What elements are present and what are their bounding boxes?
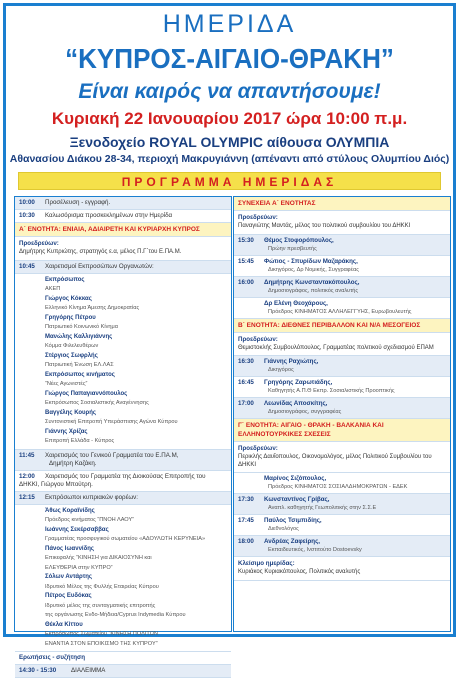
- chair-block: [234, 211, 450, 235]
- row-time: 12:00: [19, 472, 35, 480]
- row-text: Χαιρετισμός του Γραμματέα της Διοικούσας Επιτροπής του ΔΗΚΚΙ, Γιώργου Μπούτρη.: [19, 472, 206, 488]
- speaker-role: Αναπλ. καθηγητής Γεωπολιτικής στην Σ.Σ.Ε: [268, 505, 377, 511]
- list-item: Ελληνικό Κίνημα Άμεσης Δημοκρατίας: [45, 305, 140, 311]
- list-item: της οργάνωσης Ενδο-Μήδεια/Cyprus Indymedia Κύπρου: [45, 612, 186, 618]
- questions-row: [15, 652, 231, 665]
- chair-label: Προεδρεύων:: [238, 445, 278, 452]
- list-item: Ιδρυτικό μέλος της συνταγματικής επιτροπής: [45, 602, 156, 609]
- chair-block: [234, 442, 450, 473]
- speaker-name: Λεωνίδας Αποσκίτης,: [264, 400, 328, 407]
- list-item: Θέκλα Κίττου: [45, 621, 83, 628]
- list-item: Ιωάννης Σεκέρσαββας: [45, 526, 109, 533]
- row-time: 17:30: [238, 496, 254, 503]
- questions-text: Ερωτήσεις - συζήτηση: [19, 654, 86, 661]
- event-subtitle: “ΚΥΠΡΟΣ-ΑΙΓΑΙΟ-ΘΡΑΚΗ”: [65, 43, 394, 74]
- row-time: 16:30: [238, 358, 254, 365]
- speaker-role: Πρόεδρος ΚΙΝΗΜΑΤΟΣ ΑΛΛΗΛΕΓΓΥΗΣ, Ευρωβουλευτής: [268, 308, 412, 315]
- chair-name: Θεμιστοκλής Συμβουλόπουλος, Γραμματέας πολιτικού σχεδιασμού ΕΠΑΜ: [238, 344, 434, 351]
- list-item: Πατριωτικό Κοινωνικό Κίνημα: [45, 324, 118, 330]
- list-item: Πάνος Ιωαννίδης: [45, 545, 94, 552]
- program-row: [15, 197, 231, 210]
- speaker-role: Δικηγόρος, Δρ Νομικής, Συγγραφέας: [268, 266, 359, 273]
- row-time: 10:30: [19, 212, 35, 219]
- list-item: Μανώλης Καλλιγιάννης: [45, 333, 113, 340]
- speaker-name: Παύλος Τσιμπιδίης,: [264, 517, 322, 524]
- speaker-name: Δρ Ελένη Θεοχάρους,: [264, 299, 328, 307]
- program-left-column: [14, 196, 232, 674]
- event-address: Αθανασίου Διάκου 28-34, περιοχή Μακρυγιάννη (απέναντι από στύλους Ολυμπίου Διός): [9, 153, 450, 165]
- speaker-row: [234, 473, 450, 494]
- list-item: “Νέες Αγωνιστές”: [45, 381, 88, 387]
- row-text: ΔΙΑΛΕΙΜΜΑ: [71, 667, 106, 674]
- page-title: ΗΜΕΡΙΔΑ: [162, 10, 297, 38]
- speaker-name: Γιάννης Ραχιώτης,: [264, 358, 319, 365]
- section-heading: ΣΥΝΕΧΕΙΑ Α΄ ΕΝΟΤΗΤΑΣ: [234, 197, 450, 211]
- speaker-row: [234, 377, 450, 398]
- program-row: [15, 450, 231, 471]
- event-date: Κυριακή 22 Ιανουαρίου 2017 ώρα 10:00 π.μ.: [51, 109, 408, 128]
- event-venue: Ξενοδοχείο ROYAL OLYMPIC αίθουσα ΟΛΥΜΠΙΑ: [69, 134, 390, 150]
- program-row: [15, 261, 231, 274]
- list-item: Εκπρόσωπος Σωματείου “ΚΙΝΗΣΗ ΠΟΛΙΤΩΝ: [45, 631, 158, 637]
- program-row: [15, 210, 231, 223]
- list-item: Εκπρόσωπος Σοσιαλιστικής Αναγέννησης: [45, 400, 149, 406]
- program-row: [15, 471, 231, 492]
- list-item: Εκπρόσωπος κινήματος: [45, 371, 115, 378]
- speaker-row: [234, 277, 450, 298]
- closing-label: Κλείσιμο ημερίδας:: [238, 560, 295, 567]
- row-time: 11:45: [19, 451, 35, 459]
- row-time: 16:00: [238, 278, 254, 286]
- list-item: Γραμματέας προσφυγικού σωματείου «ΑΔΟΥΛΩΤΗ ΚΕΡΥΝΕΙΑ»: [45, 536, 206, 542]
- list-item: Γιάννης Χρίζας: [45, 428, 88, 435]
- speaker-row: [234, 298, 450, 319]
- closing-name: Κυριάκος Κυριακόπουλος, Πολιτικός αναλυτής: [238, 569, 361, 575]
- row-text: Προσέλευση - εγγραφή.: [45, 199, 111, 206]
- speaker-role: Καθηγητής Α.Π.Θ Εκπρ. Σοσιαλιστικής Προοπτικής: [268, 388, 395, 394]
- list-item: Εκπρόσωπος: [45, 276, 85, 283]
- speaker-name: Ανδρέας Ζαφείρης,: [264, 538, 321, 545]
- chair-label: Προεδρεύων:: [238, 335, 278, 343]
- list-item: Σόλων Αντάρτης: [45, 574, 93, 580]
- row-time: 10:45: [19, 262, 35, 270]
- speaker-row: [234, 494, 450, 515]
- speaker-row: [234, 398, 450, 419]
- row-time: 18:00: [238, 538, 254, 545]
- chair-block: [234, 333, 450, 357]
- list-item: Άθως Κοραϊνίδης: [45, 507, 95, 514]
- row-time: 14:30 - 15:30: [19, 667, 57, 674]
- speaker-role: Πρόεδρος ΚΙΝΗΜΑΤΟΣ ΣΟΣΙΑΛΔΗΜΟΚΡΑΤΩΝ - ΕΔΕΚ: [268, 484, 408, 490]
- row-time: 16:45: [238, 379, 254, 386]
- program-right-column: [233, 196, 451, 632]
- list-item: ΕΝΑΝΤΙΑ ΣΤΟΝ ΕΠΟΙΚΙΣΜΟ ΤΗΣ ΚΥΠΡΟΥ”: [45, 640, 158, 647]
- chair-name: Δημήτρης Κυπριώτης, στρατηγός ε.α, μέλος Π.Γ΄του Ε.ΠΑ.Μ.: [19, 249, 182, 255]
- row-text: Εκπρόσωποι κυπριακών φορέων:: [45, 493, 138, 501]
- section-heading: Γ΄ ΕΝΟΤΗΤΑ: ΑΙΓΑΙΟ - ΘΡΑΚΗ - ΒΑΛΚΑΝΙΑ ΚΑΙ ΕΛΛΗΝΟΤΟΥΡΚΙΚΕΣ ΣΧΕΣΕΙΣ: [234, 419, 450, 442]
- speaker-role: Πρώην πρεσβευτής: [268, 245, 317, 252]
- speaker-row: [234, 536, 450, 557]
- speaker-name: Φώτιος - Σπυρίδων Μαζαράκης,: [264, 257, 358, 265]
- list-item: Επικεφαλής “ΚΙΝΗΣΗ για ΔΙΚΑΙΟΣΥΝΗ και: [45, 555, 152, 561]
- speaker-name: Δημήτρης Κωνσταντακόπουλος,: [264, 278, 360, 286]
- closing-block: [234, 557, 450, 581]
- chair-block: [15, 237, 231, 261]
- speaker-row: [234, 235, 450, 256]
- poster: [3, 3, 456, 674]
- chair-label: Προεδρεύων:: [238, 214, 278, 221]
- list-item: Γρηγόρης Πέτρου: [45, 314, 96, 321]
- speaker-row: [234, 356, 450, 377]
- list-item: ΑΚΕΠ: [45, 286, 61, 292]
- list-item: Πατριωτική Ένωση ΕΛ.ΛΑΣ: [45, 362, 114, 368]
- chair-name: Παναγιώτης Μαντάς, μέλος του πολιτικού συμβουλίου του ΔΗΚΚΙ: [238, 223, 411, 229]
- speaker-name: Γρηγόρης Ζαρωτιάδης,: [264, 379, 333, 386]
- row-time: 15:30: [238, 236, 254, 244]
- row-time: 15:45: [238, 257, 254, 265]
- speaker-name: Θέμος Στοφορόπουλος,: [264, 236, 334, 244]
- list-item: Γιώργος Παπαγιαννόπουλος: [45, 390, 128, 397]
- row-time: 12:15: [19, 493, 35, 501]
- speaker-role: Διεθνολόγος: [268, 526, 299, 532]
- list-item: Συντονιστική Επιτροπή Υπεράσπισης Αγώνα Κύπρου: [45, 419, 178, 425]
- row-text: Χαιρετισμός του Γενικού Γραμματέα του Ε.ΠΑ.Μ,: [45, 451, 179, 459]
- speaker-name: Μαρίνος Σιζόπουλος,: [264, 475, 327, 482]
- speaker-role: Δημοσιογράφος, συγγραφέας: [268, 409, 342, 415]
- speaker-role: Δημοσιογράφος, πολιτικός αναλυτής: [268, 287, 359, 294]
- speaker-role: Δικηγόρος: [268, 367, 294, 373]
- row-time: 17:45: [238, 517, 254, 524]
- event-tagline: Είναι καιρός να απαντήσουμε!: [78, 80, 381, 103]
- section-heading: Α΄ ΕΝΟΤΗΤΑ: ΕΝΙΑΙΑ, ΑΔΙΑΙΡΕΤΗ ΚΑΙ ΚΥΡΙΑΡΧΗ ΚΥΠΡΟΣ: [15, 223, 231, 237]
- list-item: Βαγγέλης Κουρής: [45, 409, 97, 416]
- speaker-row: [234, 515, 450, 536]
- chair-name: Περικλής Δαυΐοπουλος, Οικονομολόγος, μέλος Πολιτικού Συμβουλίου του ΔΗΚΚΙ: [238, 454, 432, 468]
- row-text: Καλωσόρισμα προσκεκλημένων στην Ημερίδα: [45, 212, 173, 219]
- row-time: 10:00: [19, 199, 35, 206]
- list-item: Επιτροπή Ελλάδα - Κύπρος: [45, 438, 115, 444]
- speaker-role: Εκπαιδευτικός, Ινστιτούτο Dostoevsky: [268, 547, 362, 553]
- organizers-list: [15, 274, 231, 450]
- section-heading: Β΄ ΕΝΟΤΗΤΑ: ΔΙΕΘΝΕΣ ΠΕΡΙΒΑΛΛΟΝ ΚΑΙ Ν/Α ΜΕΣΟΓΕΙΟΣ: [234, 319, 450, 333]
- speaker-name: Κωνσταντίνος Γρίβας,: [264, 496, 330, 503]
- list-item: Πρόεδρος κινήματος “ΠΝΟΗ ΛΑΟΥ”: [45, 517, 135, 523]
- list-item: Στέργιος Σωφρλής: [45, 352, 98, 359]
- program-bar: ΠΡΟΓΡΑΜΜΑ ΗΜΕΡΙΔΑΣ: [18, 172, 441, 190]
- list-item: Πέτρος Ευδόκας: [45, 593, 92, 599]
- chair-label: Προεδρεύων:: [19, 240, 59, 247]
- list-item: Γιώργος Κόκκας: [45, 295, 92, 302]
- list-item: ΕΛΕΥΘΕΡΙΑ στην ΚΥΠΡΟ”: [45, 564, 113, 571]
- row-name: Δημήτρη Καζάκη.: [49, 459, 97, 467]
- representatives-list: [15, 505, 231, 653]
- list-item: Κόμμα Φιλελευθέρων: [45, 343, 99, 349]
- list-item: Ιδρυτικό Μέλος της Φυλλής Εταιρείας Κύπρου: [45, 583, 159, 590]
- row-time: 17:00: [238, 400, 254, 407]
- row-text: Χαιρετισμοί Εκπροσώπων Οργανωτών:: [45, 262, 154, 270]
- program-row: [15, 492, 231, 505]
- speaker-row: [234, 256, 450, 277]
- program-row: [15, 665, 231, 678]
